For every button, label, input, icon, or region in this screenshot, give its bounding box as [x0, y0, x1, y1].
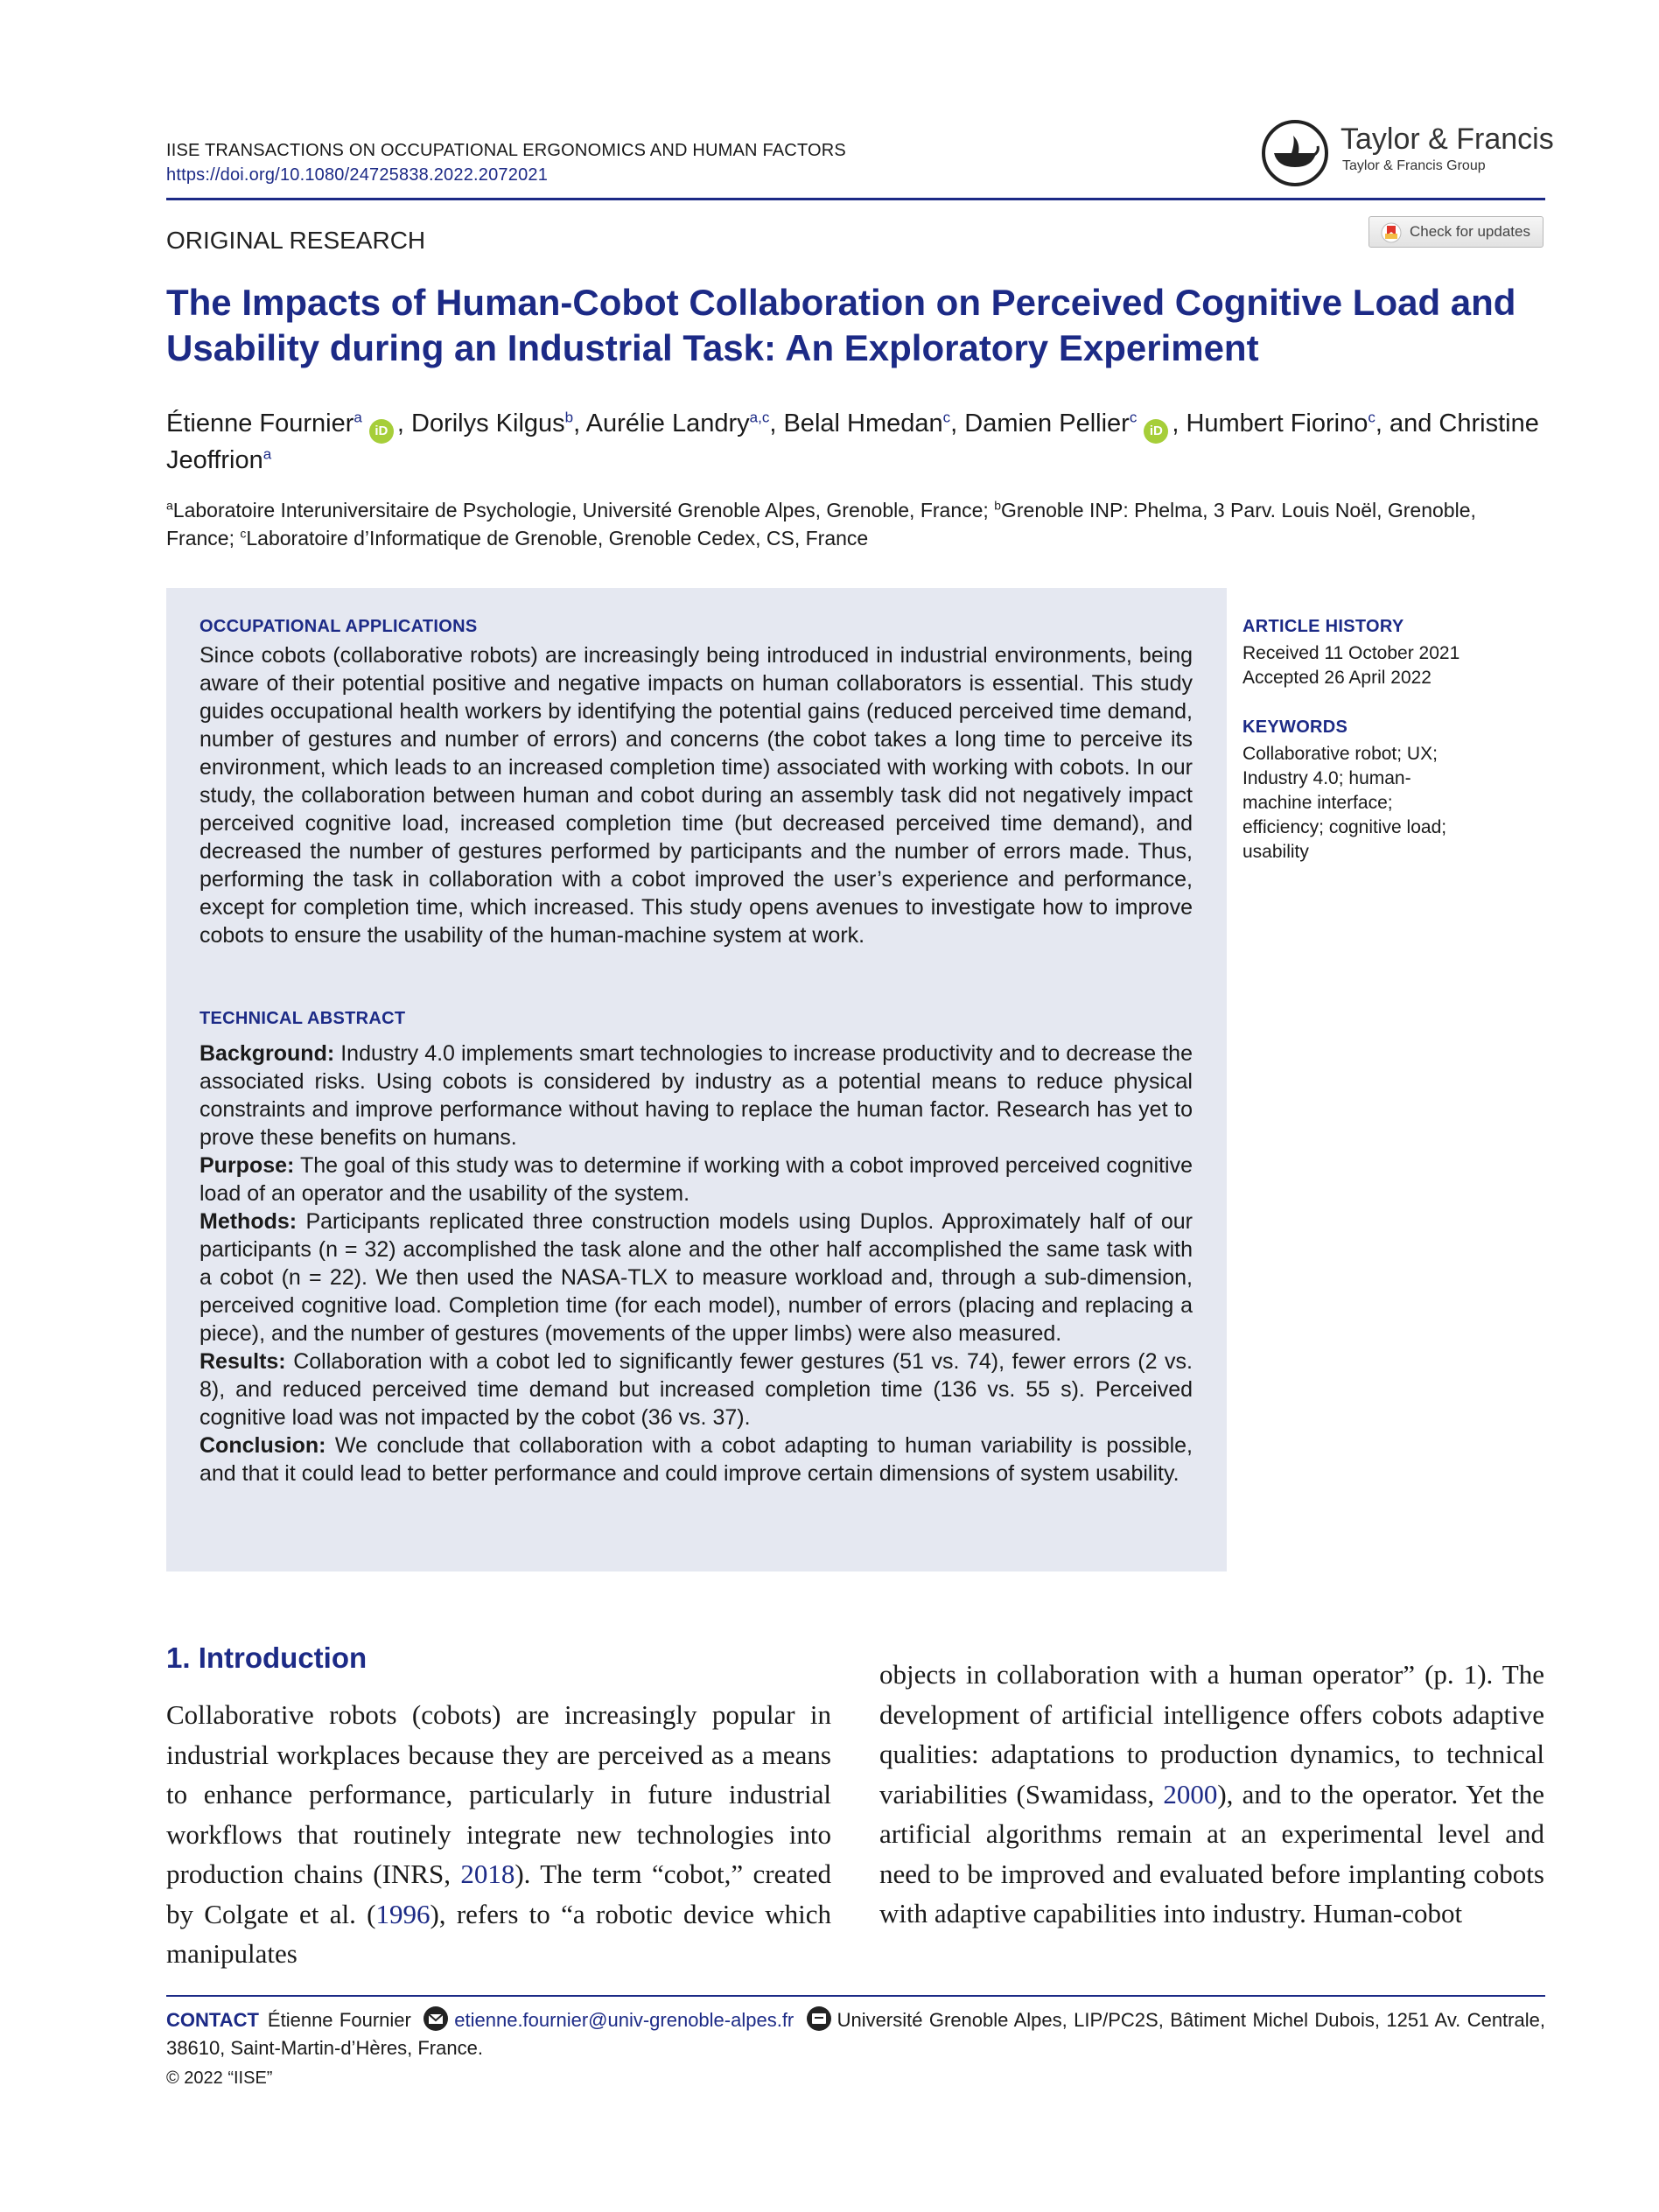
contact-info	[166, 2006, 1545, 2062]
received-date: Received 11 October 2021	[1242, 643, 1460, 663]
contact-address: Université Grenoble Alpes, LIP/PC2S, Bâtiment Michel Dubois, 1251 Av. Centrale, 38610, Saint-Martin-d’Hères, France.	[166, 2009, 1545, 2059]
affiliation: Laboratoire Interuniversitaire de Psychologie, Université Grenoble Alpes, Grenoble, France;	[172, 499, 995, 522]
author-name[interactable]: Damien Pellier	[964, 410, 1130, 438]
contact-email-link[interactable]: etienne.fournier@univ-grenoble-alpes.fr	[454, 2009, 794, 2031]
doi-link[interactable]: https://doi.org/10.1080/24725838.2022.2072021	[166, 165, 549, 185]
affiliation: Laboratoire d’Informatique de Grenoble, Grenoble Cedex, CS, France	[246, 527, 869, 550]
author-name[interactable]: Christine Jeoffrion	[166, 410, 1539, 474]
abstract-results: Results: Collaboration with a cobot led to significantly fewer gestures (51 vs. 74), fewer errors (2 vs. 8), and reduced perceived time demand but increased completion time (136 vs. 55 s). Perceived cognitive load was not impacted by the cobot (36 vs. 37).	[200, 1349, 1193, 1430]
introduction-heading: 1. Introduction	[166, 1642, 368, 1674]
author-name[interactable]: Aurélie Landry	[585, 410, 750, 438]
check-for-updates-label: Check for updates	[1410, 223, 1530, 240]
publisher-lamp-icon	[1260, 118, 1330, 188]
journal-name: IISE TRANSACTIONS ON OCCUPATIONAL ERGONOMICS AND HUMAN FACTORS	[166, 141, 846, 160]
contact-label: CONTACT	[166, 2009, 259, 2031]
author-affiliation-mark: a,c	[749, 409, 770, 426]
abstract-conclusion: Conclusion: We conclude that collaboration with a cobot adapting to human variability is possible, and that it could lead to better performance and could improve certain dimensions of system usability.	[200, 1433, 1193, 1486]
keywords-list: Collaborative robot; UX; Industry 4.0; human-machine interface; efficiency; cognitive load; usability	[1242, 744, 1447, 862]
publisher-group: Taylor & Francis Group	[1342, 158, 1486, 173]
abstract-purpose: Purpose: The goal of this study was to determine if working with a cobot improved perceived cognitive load of an operator and the usability of the system.	[200, 1153, 1193, 1206]
citation-link[interactable]: 1996	[375, 1898, 430, 1929]
keywords-heading: KEYWORDS	[1242, 718, 1348, 737]
article-history-heading: ARTICLE HISTORY	[1242, 617, 1404, 636]
author-affiliation-mark: c	[1368, 409, 1376, 426]
abstract-methods: Methods: Participants replicated three construction models using Duplos. Approximately half of our participants (n = 32) accomplished the task alone and the other half accomplished the same task with a cobot (n = 22). We then used the NASA-TLX to measure workload and, through a sub-dimension, perceived cognitive load. Completion time (for each model), number of errors (placing and replacing a piece), and the number of gestures (movements of the upper limbs) were also measured.	[200, 1209, 1193, 1346]
technical-abstract	[200, 1040, 1193, 1488]
citation-link[interactable]: 2018	[460, 1858, 515, 1889]
author-affiliation-mark: c	[942, 409, 951, 426]
orcid-icon[interactable]: iD	[1144, 419, 1168, 444]
journal-header	[166, 138, 846, 187]
technical-abstract-heading: TECHNICAL ABSTRACT	[200, 1009, 406, 1028]
orcid-icon[interactable]: iD	[369, 419, 394, 444]
author-list: Étienne Fournier$^a$iD , Dorilys Kilgus$^b$, Aurélie Landry$^{a,c}$, Belal Hmedan$^c$, Damien Pellier$^c$iD , Humbert Fiorino$^c$, and Christine Jeoffrion$^a$	[166, 409, 1539, 474]
author-name[interactable]: Belal Hmedan	[783, 410, 943, 438]
introduction-column-right: objects in collaboration with a human operator” (p. 1). The development of artificial intelligence offers cobots adaptive qualities: adaptations to production dynamics, to technical variabilities (Swamidass, 2000), and to the operator. Yet the artificial algorithms remain at an experimental level and need to be improved and evaluated before implanting cobots with adaptive capabilities into industry. Human-cobot	[879, 1659, 1544, 1928]
article-history	[1242, 641, 1460, 690]
affiliation: Grenoble INP: Phelma, 3 Parv. Louis Noël, Grenoble, France;	[166, 499, 1476, 550]
author-affiliation-mark: a	[262, 445, 272, 463]
abstract-background: Background: Industry 4.0 implements smart technologies to increase productivity and to decrease the associated risks. Using cobots is considered by industry as a potential means to reduce physical constraints and improve performance without having to replace the human factor. Research has yet to prove these benefits on humans.	[200, 1041, 1193, 1150]
footer-divider	[166, 1995, 1545, 1997]
occupational-applications-text: Since cobots (collaborative robots) are increasingly being introduced in industrial environments, being aware of their potential positive and negative impacts on human collaborators is essential. This study guides occupational health workers by identifying the potential gains (reduced perceived time demand, number of gestures and number of errors) and concerns (the cobot takes a long time to perceive its environment, which leads to an increased completion time) associated with working with cobots. In our study, the collaboration between human and cobot during an assembly task did not negatively impact perceived cognitive load, increased completion time (but decreased perceived time demand), and decreased the number of gestures performed by participants and the number of errors made. Thus, performing the task in collaboration with a cobot improved the user’s experience and performance, except for completion time, which increased. This study opens avenues to investigate how to improve cobots to ensure the usability of the human-machine system at work.	[200, 643, 1193, 948]
header-divider	[166, 198, 1545, 200]
author-name[interactable]: Dorilys Kilgus	[411, 410, 565, 438]
author-name[interactable]: Étienne Fournier	[166, 410, 354, 438]
copyright: © 2022 “IISE”	[166, 2068, 273, 2088]
crossmark-icon	[1380, 221, 1403, 244]
author-affiliation-mark: b	[564, 409, 574, 426]
citation-link[interactable]: 2000	[1163, 1778, 1218, 1810]
introduction-column-left: Collaborative robots (cobots) are increasingly popular in industrial workplaces because they are perceived as a means to enhance performance, particularly in future industrial workflows that routinely integrate new technologies into production chains (INRS, 2018). The term “cobot,” created by Colgate et al. (1996), refers to “a robotic device which manipulates	[166, 1699, 831, 1969]
article-type: ORIGINAL RESEARCH	[166, 227, 426, 254]
accepted-date: Accepted 26 April 2022	[1242, 668, 1432, 688]
address-icon	[806, 2006, 832, 2032]
author-affiliation-mark: c	[1129, 409, 1138, 426]
author-affiliation-mark: a	[354, 409, 362, 426]
publisher-name: Taylor & Francis	[1340, 122, 1554, 156]
occupational-applications-heading: OCCUPATIONAL APPLICATIONS	[200, 617, 478, 636]
publisher-logo[interactable]	[1260, 118, 1558, 188]
author-name[interactable]: Humbert Fiorino	[1186, 410, 1368, 438]
email-icon	[423, 2006, 449, 2032]
article-title: The Impacts of Human-Cobot Collaboration on Perceived Cognitive Load and Usability during an Industrial Task: An Exploratory Experiment	[166, 282, 1516, 368]
affiliations: $^a$Laboratoire Interuniversitaire de Psychologie, Université Grenoble Alpes, Grenoble, France; $^b$Grenoble INP: Phelma, 3 Parv. Louis Noël, Grenoble, France; $^c$Laboratoire d’Informatique de Grenoble, Grenoble Cedex, CS, France	[166, 498, 1476, 550]
contact-name: Étienne Fournier	[267, 2009, 411, 2031]
check-for-updates-button[interactable]	[1368, 216, 1544, 248]
